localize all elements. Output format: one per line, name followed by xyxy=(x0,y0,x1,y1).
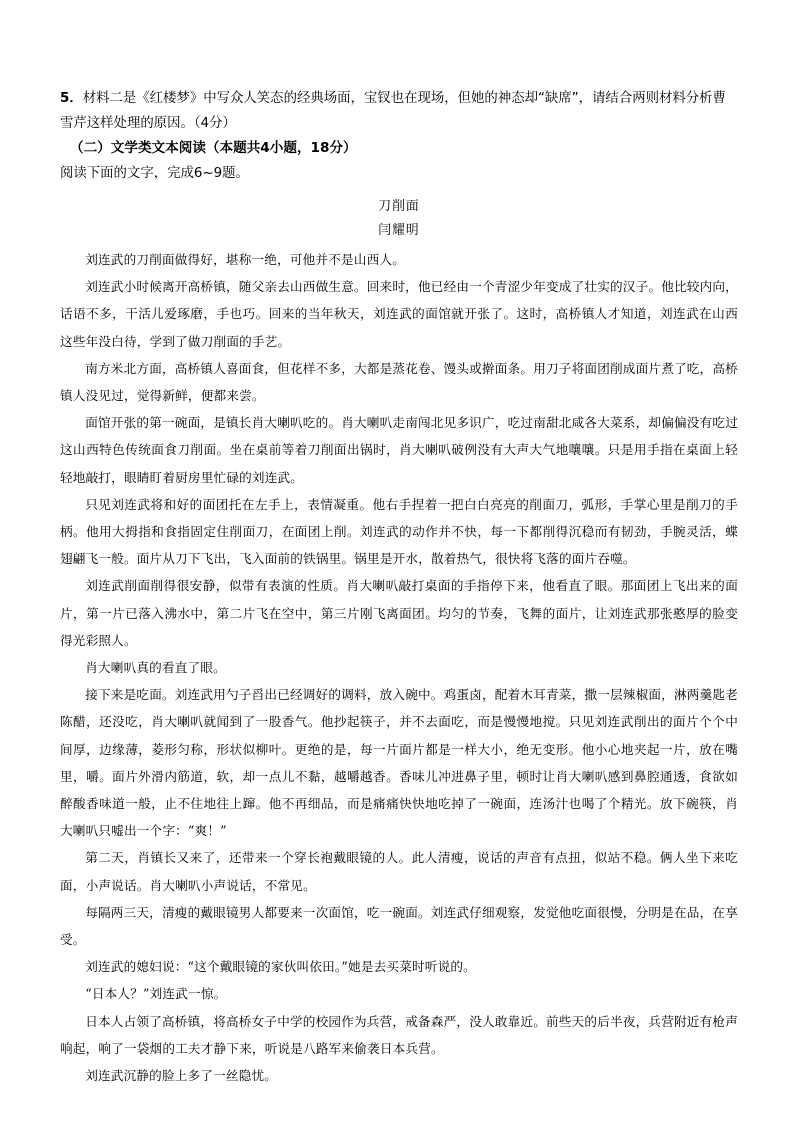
document-page xyxy=(60,86,738,1089)
paragraph: 刘连武的刀削面做得好，堪称一绝，可他并不是山西人。 xyxy=(85,252,406,267)
paragraph: 接下来是吃面。刘连武用勺子舀出已经调好的调料，放入碗中。鸡蛋卤，配着木耳青菜，撒一层辣椒面，淋两羹匙老陈醋，还没吃，肖大喇叭就闻到了一股香气。他抄起筷子，并不去面吃，而是慢慢地搅。只见刘连武削出的面片个个中间厚，边缘薄，菱形匀称，形状似柳叶。更绝的是，每一片面片都是一样大小，绝无变形。他小心地夹起一片，放在嘴里，嚼。面片外滑内筋道，软，却一点儿不黏，越嚼越香。香味儿冲进鼻子里，顿时让肖大喇叭感到鼻腔通透，食欲如醉酸香味道一般，止不住地往上蹿。他不再细品，而是痛痛快快地吃掉了一碗面，连汤汁也喝了个精光。放下碗筷，肖大喇叭只嘘出一个字：“爽！” xyxy=(60,687,738,839)
question-number: 5． xyxy=(60,91,83,106)
story-title: 刀削面 xyxy=(378,199,420,214)
paragraph: 只见刘连武将和好的面团托在左手上，表情凝重。他右手捏着一把白白亮亮的削面刀，弧形，手掌心里是削刀的手柄。他用大拇指和食指固定住削面刀，在面团上削。刘连武的动作并不快，每一下都削得沉稳而有韧劲，手腕灵活，蝶翅翩飞一般。面片从刀下飞出，飞入面前的铁锅里。锅里是开水，散着热气，很快将飞落的面片吞噬。 xyxy=(60,496,738,567)
paragraph: 肖大喇叭真的看直了眼。 xyxy=(85,660,226,676)
paragraph: 刘连武沉静的脸上多了一丝隐忧。 xyxy=(85,1068,278,1084)
paragraph: 刘连武的媳妇说：“这个戴眼镜的家伙叫依田。”她是去买菜时听说的。 xyxy=(85,959,476,975)
paragraph: 刘连武削面削得很安静，似带有表演的性质。肖大喇叭敲打桌面的手指停下来，他看直了眼。那面团上飞出来的面片，第一片已落入沸水中，第二片飞在空中，第三片刚飞离面团。均匀的节奏，飞舞的面片，让刘连武那张憨厚的脸变得光彩照人。 xyxy=(60,578,738,648)
paragraph: “日本人？”刘连武一惊。 xyxy=(85,986,227,1002)
story-author: 闫耀明 xyxy=(378,223,420,238)
paragraph: 刘连武小时候离开高桥镇，随父亲去山西做生意。回来时，他已经由一个青涩少年变成了壮实的汉子。他比较内向，话语不多，干活儿爱琢磨，手也巧。回来的当年秋天，刘连武的面馆就开张了。这时，高桥镇人才知道，刘连武在山西这些年没白待，学到了做刀削面的手艺。 xyxy=(60,279,738,349)
section-instruction: 阅读下面的文字，完成6~9题。 xyxy=(60,166,249,181)
question-5 xyxy=(60,86,738,136)
question-5-text: 材料二是《红楼梦》中写众人笑态的经典场面，宝钗也在现场，但她的神态却“缺席”，请结合两则材料分析曹雪芹这样处理的原因。（4分） xyxy=(60,91,726,131)
paragraph: 南方米北方面，高桥镇人喜面食，但花样不多，大都是蒸花卷、馒头或擀面条。用刀子将面团削成面片煮了吃，高桥镇人没见过，觉得新鲜，便都来尝。 xyxy=(60,360,738,404)
section-title: （二）文学类文本阅读（本题共4小题，18分） xyxy=(70,140,357,156)
paragraph: 面馆开张的第一碗面，是镇长肖大喇叭吃的。肖大喇叭走南闯北见多识广，吃过南甜北咸各大菜系，却偏偏没有吃过这山西特色传统面食刀削面。坐在桌前等着刀削面出锅时，肖大喇叭破例没有大声大气地嚷嚷。只是用手指在桌面上轻轻地敲打，眼睛盯着厨房里忙碌的刘连武。 xyxy=(60,415,738,485)
paragraph: 日本人占领了高桥镇，将高桥女子中学的校园作为兵营，戒备森严，没人敢靠近。前些天的后半夜，兵营附近有枪声响起，响了一袋烟的工夫才静下来，听说是八路军来偷袭日本兵营。 xyxy=(60,1013,738,1056)
paragraph: 第二天，肖镇长又来了，还带来一个穿长袍戴眼镜的人。此人清瘦，说话的声音有点扭，似站不稳。俩人坐下来吃面，小声说话。肖大喇叭小声说话，不常见。 xyxy=(60,850,738,893)
paragraph: 每隔两三天，清瘦的戴眼镜男人都要来一次面馆，吃一碗面。刘连武仔细观察，发觉他吃面很慢，分明是在品，在享受。 xyxy=(60,904,738,948)
